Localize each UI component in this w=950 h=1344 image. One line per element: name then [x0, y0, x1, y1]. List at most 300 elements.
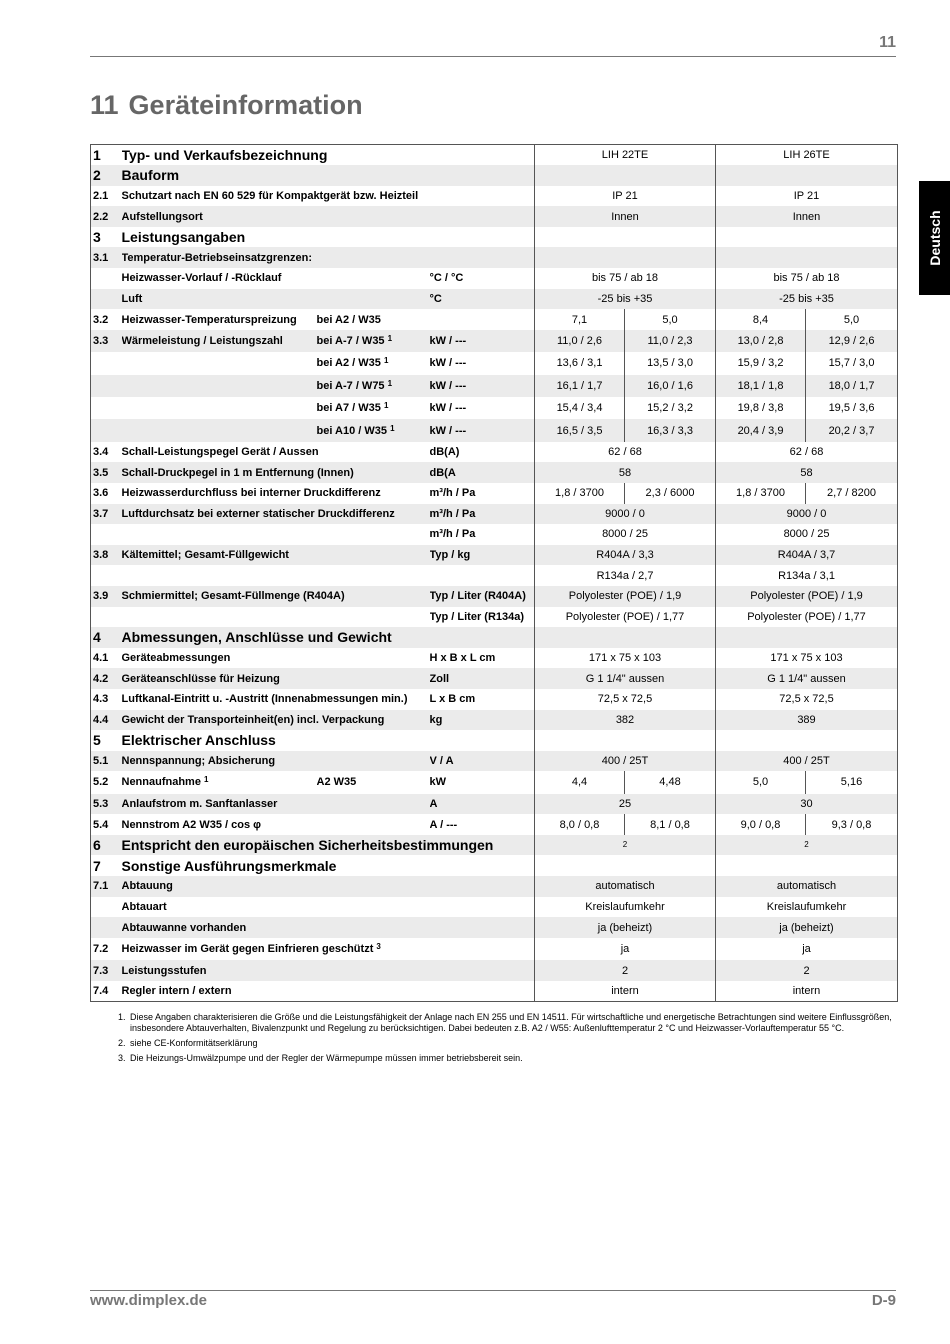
table-row: [91, 462, 898, 483]
table-row: [91, 689, 898, 710]
value-text: intern: [611, 984, 639, 997]
value-cell: [716, 462, 898, 483]
value-cell: [535, 730, 716, 751]
value-cell: 5,16: [840, 776, 863, 789]
row-label: [122, 876, 430, 897]
row-label-text: Nennstrom A2 W35 / cos φ: [121, 818, 261, 831]
value-cell: [716, 186, 898, 207]
table-row: [91, 145, 898, 166]
row-unit: kW / ---: [430, 419, 535, 441]
footnotes: [90, 1012, 918, 1068]
row-label: [122, 524, 430, 545]
row-unit: Typ / Liter (R134a): [429, 610, 525, 623]
value-cell: 5,0: [662, 313, 678, 326]
row-label-text: Heizwasser im Gerät gegen Einfrieren geschützt: [121, 943, 374, 956]
footer-page-number: D-9: [871, 1292, 896, 1309]
value-cell: 11,0 / 2,6: [535, 330, 625, 352]
value-cell: [535, 545, 716, 566]
value-cell: [716, 586, 898, 607]
row-number: 3.9: [91, 586, 122, 607]
value-cell: [535, 462, 716, 483]
value-text: Kreislaufumkehr: [585, 900, 665, 913]
row-label-text: Regler intern / extern: [121, 984, 232, 997]
row-number: 4: [91, 627, 122, 648]
row-label-text: Anlaufstrom m. Sanftanlasser: [121, 797, 278, 810]
value-cell: 2,7 / 8200: [827, 487, 876, 500]
value-cell: [716, 689, 898, 710]
value-text: R134a / 2,7: [596, 569, 654, 582]
table-row: [91, 897, 898, 918]
table-row: [91, 330, 898, 352]
row-label-text: Abtauung: [121, 880, 173, 893]
value-text: G 1 1/4" aussen: [585, 672, 665, 685]
row-unit: Typ / kg: [430, 545, 535, 566]
value-text: Kreislaufumkehr: [766, 900, 847, 913]
value-cell: 11,0 / 2,3: [625, 330, 716, 352]
value-text: ja: [620, 943, 630, 956]
value-cell: 18,1 / 1,8: [716, 375, 806, 397]
row-unit: [430, 917, 535, 938]
table-row: [91, 247, 898, 268]
value-cell: [716, 504, 898, 525]
value-cell: [535, 917, 716, 938]
value-text: 25: [618, 797, 632, 810]
value-cell: [535, 268, 716, 289]
value-cell: 18,0 / 1,7: [806, 375, 898, 397]
value-text: intern: [792, 984, 821, 997]
row-label: [122, 165, 535, 186]
row-label-text: Abtauart: [121, 900, 167, 913]
row-unit: [430, 186, 535, 207]
value-cell: [716, 855, 898, 876]
row-number: 7.1: [91, 876, 122, 897]
table-row: [91, 627, 898, 648]
row-label: [122, 730, 535, 751]
value-text: Polyolester (POE) / 1,9: [750, 590, 863, 603]
table-row: [91, 835, 898, 856]
language-tab-label: Deutsch: [926, 210, 943, 266]
value-text: R134a / 3,1: [778, 569, 835, 582]
value-text: 72,5 x 72,5: [779, 693, 834, 706]
row-label-text: Elektrischer Anschluss: [121, 732, 276, 749]
value-text: 58: [618, 466, 632, 479]
value-cell: [535, 504, 716, 525]
row-unit: [430, 876, 535, 897]
row-unit: [430, 938, 535, 960]
value-text: 2: [804, 840, 809, 850]
row-number: [91, 397, 122, 419]
row-number: 3.6: [93, 487, 109, 500]
value-cell: [535, 442, 716, 463]
value-text: IP 21: [793, 189, 820, 202]
row-label-text: Nennspannung; Absicherung: [121, 755, 276, 767]
value-cell: 5,0: [716, 771, 806, 793]
row-label: [122, 206, 430, 227]
language-tab[interactable]: [919, 181, 950, 295]
value-cell: [535, 960, 716, 981]
row-label: [122, 504, 430, 525]
row-label: [122, 648, 430, 669]
value-text: 9000 / 0: [605, 507, 645, 520]
value-cell: [716, 668, 898, 689]
value-cell: 15,2 / 3,2: [647, 402, 693, 415]
value-cell: 15,4 / 3,4: [535, 397, 625, 419]
row-label: [122, 689, 430, 710]
value-cell: 8,1 / 0,8: [650, 818, 690, 831]
row-label-text: Wärmeleistung / Leistungszahl: [121, 335, 283, 348]
row-unit: [430, 897, 535, 918]
row-label-text: Heizwasserdurchfluss bei interner Druckdifferenz: [121, 487, 381, 500]
value-text: 389: [797, 713, 816, 726]
row-label: [122, 442, 430, 463]
value-cell: [535, 710, 716, 731]
value-text: automatisch: [595, 880, 655, 893]
table-row: [91, 960, 898, 981]
value-text: 2: [622, 840, 628, 850]
value-cell: 8,4: [716, 309, 806, 330]
value-text: 400 / 25T: [601, 755, 649, 767]
value-cell: [535, 586, 716, 607]
row-number: [91, 607, 122, 628]
row-number: 2.1: [93, 189, 109, 202]
table-row: [91, 397, 898, 419]
row-label: [122, 565, 430, 586]
row-label: [122, 186, 430, 207]
row-label-text: Abmessungen, Anschlüsse und Gewicht: [121, 629, 392, 646]
row-unit: m³/h / Pa: [429, 487, 476, 500]
row-number: [91, 917, 122, 938]
row-number: 4.1: [93, 652, 109, 665]
row-label: [122, 751, 430, 772]
table-row: [91, 771, 898, 793]
value-cell: 15,7 / 3,0: [828, 357, 875, 370]
row-label: [122, 710, 430, 731]
row-label-text: Temperatur-Betriebseinsatzgrenzen:: [121, 251, 313, 264]
value-cell: [716, 981, 898, 1002]
row-label: [122, 814, 430, 835]
table-row: [91, 981, 898, 1002]
row-label: [122, 960, 430, 981]
value-text: 171 x 75 x 103: [770, 652, 843, 665]
section-number: 11: [90, 90, 119, 120]
row-unit: [430, 247, 535, 268]
table-row: [91, 855, 898, 876]
table-row: [91, 186, 898, 207]
row-label-text: Entspricht den europäischen Sicherheitsbestimmungen: [121, 837, 494, 854]
row-label: [122, 627, 535, 648]
row-number: [91, 524, 122, 545]
value-cell: 1,8 / 3700: [535, 483, 625, 504]
row-number: 3.4: [93, 446, 109, 459]
value-cell: [716, 710, 898, 731]
row-label-text: Schall-Leistungspegel Gerät / Aussen: [121, 446, 319, 459]
row-unit: V / A: [430, 751, 535, 772]
row-unit: [430, 206, 535, 227]
row-condition: [317, 771, 430, 793]
row-label: [122, 483, 430, 504]
row-unit: A: [430, 794, 535, 815]
row-number: 3.8: [91, 545, 122, 566]
value-cell: [535, 648, 716, 669]
row-label-text: Schutzart nach EN 60 529 für Kompaktgerät bzw. Heizteil: [121, 189, 419, 202]
value-cell: 7,1: [535, 309, 625, 330]
value-text: Innen: [792, 210, 821, 223]
value-cell: 20,2 / 3,7: [806, 419, 898, 441]
table-row: [91, 917, 898, 938]
value-text: 62 / 68: [608, 446, 642, 459]
row-unit: m³/h / Pa: [429, 528, 476, 541]
row-number: 5: [93, 732, 101, 749]
table-row: [91, 504, 898, 525]
row-label-text: Sonstige Ausführungsmerkmale: [121, 857, 337, 874]
spec-table: [90, 144, 898, 1002]
header-divider: [90, 56, 896, 57]
value-cell: [535, 835, 716, 856]
value-text: G 1 1/4" aussen: [767, 672, 846, 685]
row-unit: m³/h / Pa: [430, 504, 535, 525]
value-cell: 19,5 / 3,6: [828, 402, 875, 415]
row-condition-text: bei A7 / W35: [316, 402, 381, 415]
row-label-text: Leistungsangaben: [121, 229, 246, 246]
value-text: 58: [800, 466, 813, 479]
value-cell: 16,3 / 3,3: [625, 419, 716, 441]
value-cell: [535, 524, 716, 545]
value-cell: 15,9 / 3,2: [716, 352, 806, 374]
value-text: 2: [621, 964, 629, 977]
row-label: [122, 419, 317, 441]
value-text: 171 x 75 x 103: [588, 652, 662, 665]
row-condition-text: bei A-7 / W75: [316, 379, 385, 392]
table-row: [91, 648, 898, 669]
row-unit: [430, 309, 535, 330]
value-text: 400 / 25T: [783, 755, 830, 767]
row-unit: kW / ---: [429, 357, 467, 370]
value-text: -25 bis +35: [779, 292, 834, 305]
value-cell: 9,3 / 0,8: [831, 818, 872, 831]
value-cell: [716, 165, 898, 186]
row-label: [122, 835, 535, 856]
value-cell: [535, 206, 716, 227]
value-cell: [716, 835, 898, 856]
table-row: [91, 710, 898, 731]
row-number: 4.2: [91, 668, 122, 689]
value-text: automatisch: [776, 880, 837, 893]
row-number: 4.3: [93, 693, 109, 706]
value-cell: [535, 607, 716, 628]
row-label: [122, 938, 430, 960]
value-cell: [535, 938, 716, 960]
row-number: 3.3: [91, 330, 122, 352]
row-label-text: Luft: [121, 292, 143, 305]
row-label-text: Typ- und Verkaufsbezeichnung: [121, 147, 328, 164]
value-cell: 20,4 / 3,9: [716, 419, 806, 441]
value-text: 8000 / 25: [602, 528, 648, 541]
value-cell: [535, 186, 716, 207]
row-number: 3.2: [93, 313, 109, 326]
table-row: [91, 206, 898, 227]
value-cell: [535, 627, 716, 648]
row-label: [122, 309, 317, 330]
row-label-text: Heizwasser-Temperaturspreizung: [121, 313, 297, 326]
footer-divider: [90, 1290, 896, 1291]
table-row: [91, 607, 898, 628]
value-cell: 13,6 / 3,1: [535, 352, 625, 374]
row-label-text: Luftdurchsatz bei externer statischer Druckdifferenz: [121, 507, 395, 520]
value-cell: [535, 247, 716, 268]
value-text: 382: [615, 713, 635, 726]
row-label: [122, 981, 430, 1002]
value-cell: [535, 565, 716, 586]
row-number: 2.2: [91, 206, 122, 227]
table-row: [91, 165, 898, 186]
row-number: [91, 897, 122, 918]
row-number: 6: [91, 835, 122, 856]
row-label-text: Aufstellungsort: [121, 210, 203, 223]
row-label: [122, 897, 430, 918]
row-unit: kW / ---: [430, 375, 535, 397]
value-cell: [716, 289, 898, 310]
value-cell: [716, 730, 898, 751]
value-cell: [535, 855, 716, 876]
row-number: 5.4: [93, 818, 109, 831]
row-label: [122, 247, 430, 268]
value-text: IP 21: [612, 189, 638, 202]
table-row: [91, 938, 898, 960]
row-number: 3.7: [91, 504, 122, 525]
value-cell: [535, 794, 716, 815]
value-cell: 12,9 / 2,6: [806, 330, 898, 352]
footnote: 1. Diese Angaben charakterisieren die Größe und die Leistungsfähigkeit der Anlage nach EN 255 und EN 14511. Für wirtschaftliche und energetische Betrachtungen sind weitere Einflussgrößen, insbesondere Abtauverhalten, Bivalenzpunkt und Regelung zu berücksichtigen. Dabei bedeuten z.B. A2 / W55: Außenlufttemperatur 2 °C und Heizwasser-Vorlauftemperatur 55 °C.: [128, 1012, 918, 1034]
value-cell: [716, 960, 898, 981]
value-cell: [716, 648, 898, 669]
table-row: [91, 227, 898, 248]
table-row: [91, 483, 898, 504]
footnote-ref: 1: [204, 775, 209, 785]
table-row: [91, 268, 898, 289]
table-row: [91, 751, 898, 772]
value-text: R404A / 3,7: [777, 549, 836, 562]
row-label-text: Schmiermittel; Gesamt-Füllmenge (R404A): [121, 590, 345, 603]
value-text: ja (beheizt): [779, 921, 834, 934]
footnote-ref: 1: [387, 378, 393, 388]
row-unit: °C: [430, 289, 535, 310]
value-cell: [716, 227, 898, 248]
value-cell: [535, 165, 716, 186]
value-cell: 16,5 / 3,5: [535, 419, 625, 441]
row-number: 5.1: [91, 751, 122, 772]
value-text: LIH 22TE: [601, 149, 649, 162]
row-condition: [317, 419, 430, 441]
row-unit: [430, 981, 535, 1002]
row-unit: [430, 565, 535, 586]
row-label-text: Gewicht der Transporteinheit(en) incl. Verpackung: [121, 713, 385, 726]
table-row: [91, 565, 898, 586]
table-row: [91, 814, 898, 835]
row-number: 5.2: [93, 776, 109, 789]
footnote-ref: 1: [383, 356, 389, 366]
row-number: 3: [93, 229, 101, 246]
value-cell: [716, 938, 898, 960]
value-text: Innen: [611, 210, 639, 223]
value-cell: [535, 751, 716, 772]
value-cell: [716, 917, 898, 938]
value-cell: [716, 247, 898, 268]
table-row: [91, 442, 898, 463]
value-text: bis 75 / ab 18: [773, 272, 840, 285]
footnote-ref: 1: [390, 423, 395, 433]
value-cell: [716, 897, 898, 918]
row-label: [122, 397, 317, 419]
value-cell: 4,4: [535, 771, 625, 793]
row-unit: kg: [430, 710, 535, 731]
row-condition-text: bei A-7 / W35: [316, 335, 385, 348]
table-row: [91, 352, 898, 374]
row-label: [122, 227, 535, 248]
row-number: 7: [93, 857, 101, 874]
value-cell: [535, 897, 716, 918]
footer-website[interactable]: www.dimplex.de: [90, 1292, 207, 1309]
row-label-text: Heizwasser-Vorlauf / -Rücklauf: [121, 272, 282, 285]
row-label-text: Leistungsstufen: [121, 964, 207, 977]
row-number: 1: [93, 147, 101, 164]
value-cell: 13,0 / 2,8: [716, 330, 806, 352]
row-number: [91, 352, 122, 374]
row-number: [91, 565, 122, 586]
table-row: [91, 524, 898, 545]
value-cell: [716, 442, 898, 463]
row-label: [122, 794, 430, 815]
table-row: [91, 586, 898, 607]
row-unit: Zoll: [430, 668, 535, 689]
row-unit: °C / °C: [429, 272, 464, 285]
footnote: 2. siehe CE-Konformitätserklärung: [128, 1038, 918, 1049]
table-row: [91, 419, 898, 441]
value-cell: [716, 565, 898, 586]
row-label: [122, 607, 430, 628]
row-label-text: Schall-Druckpegel in 1 m Entfernung (Innen): [121, 466, 354, 479]
value-cell: [716, 607, 898, 628]
row-label: [122, 268, 430, 289]
row-label: [122, 145, 535, 166]
value-cell: [716, 206, 898, 227]
value-cell: [535, 227, 716, 248]
value-cell: 16,1 / 1,7: [535, 375, 625, 397]
row-unit: kW: [429, 776, 446, 789]
row-number: 2: [91, 165, 122, 186]
value-cell: 5,0: [843, 313, 860, 326]
table-row: [91, 668, 898, 689]
row-condition: [317, 330, 430, 352]
row-unit: H x B x L cm: [429, 652, 496, 665]
page-title: [90, 90, 373, 121]
value-text: LIH 26TE: [783, 149, 830, 162]
row-number: 7.2: [93, 943, 109, 956]
row-number: 7.4: [93, 984, 109, 997]
value-text: 62 / 68: [789, 446, 824, 459]
value-cell: 2,3 / 6000: [645, 487, 695, 500]
value-text: 72,5 x 72,5: [597, 693, 653, 706]
row-label-text: Luftkanal-Eintritt u. -Austritt (Innenabmessungen min.): [121, 693, 408, 706]
row-label-text: Geräteanschlüsse für Heizung: [121, 672, 280, 685]
row-label: [122, 917, 430, 938]
section-title: Geräteinformation: [128, 90, 363, 120]
row-unit: L x B cm: [429, 693, 476, 706]
value-text: 8000 / 25: [783, 528, 830, 541]
table-row: [91, 876, 898, 897]
value-cell: [535, 689, 716, 710]
row-condition: [317, 397, 430, 419]
value-text: -25 bis +35: [597, 292, 653, 305]
